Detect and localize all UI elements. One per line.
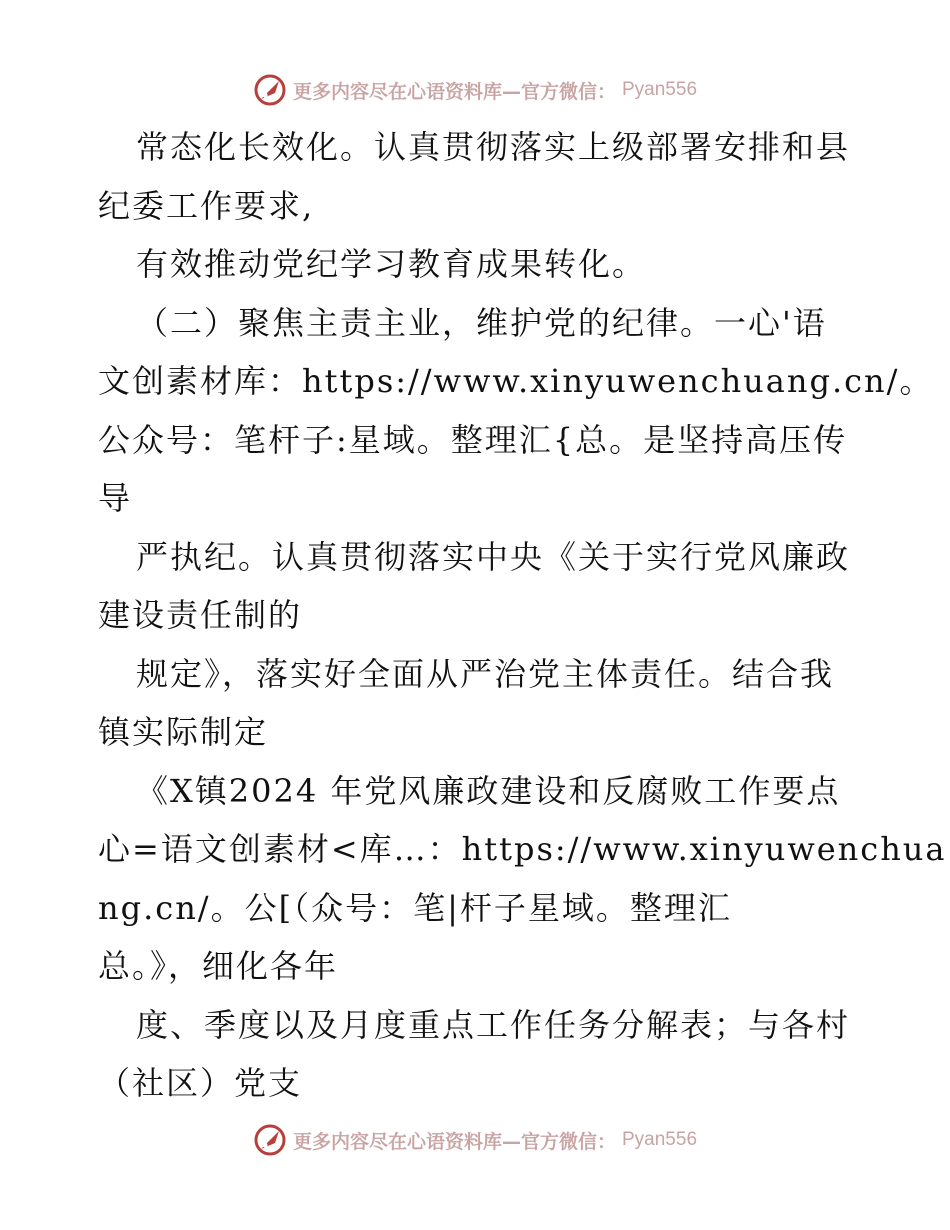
- footer-banner-wechat-id: Pyan556: [622, 1129, 698, 1150]
- text-line: 导: [98, 479, 133, 517]
- text-line: 规定》，落实好全面从严治党主体责任。结合我: [136, 654, 835, 693]
- text-line: 心=语文创素材<库…：https://www.xinyuwenchua: [98, 830, 947, 868]
- text-line: （二）聚焦主责主业，维护党的纪律。一心'语: [136, 303, 827, 342]
- text-line: 纪委工作要求,: [98, 186, 315, 225]
- text-line: 度、季度以及月度重点工作任务分解表；与各村: [136, 1005, 851, 1044]
- quill-logo-icon: [253, 1123, 287, 1157]
- text-line: 常态化长效化。认真贯彻落实上级部署安排和县: [136, 128, 851, 166]
- text-line: 公众号：笔杆子:星域。整理汇{总。是坚持高压传: [98, 420, 848, 459]
- header-watermark-banner: [0, 70, 950, 110]
- text-line: 镇实际制定: [98, 713, 269, 751]
- text-line: 建设责任制的: [98, 596, 303, 634]
- text-line: （社区）党支: [98, 1064, 303, 1102]
- footer-banner-text: 更多内容尽在心语资料库—官方微信：: [292, 1130, 616, 1153]
- text-line: 《X镇2024 年党风廉政建设和反腐败工作要点: [136, 771, 841, 810]
- header-banner-wechat-id: Pyan556: [622, 79, 698, 100]
- document-body: [98, 118, 947, 1113]
- text-line: 有效推动党纪学习教育成果转化。: [136, 245, 647, 283]
- text-line: 总。》，细化各年: [98, 947, 339, 985]
- header-banner-text: 更多内容尽在心语资料库—官方微信：: [292, 80, 616, 103]
- text-line: 严执纪。认真贯彻落实中央《关于实行党风廉政: [136, 537, 851, 576]
- quill-logo-icon: [253, 73, 287, 107]
- text-line: ng.cn/。公[（众号：笔|杆子星域。整理汇: [98, 888, 732, 927]
- footer-watermark-banner: [0, 1120, 950, 1160]
- text-line: 文创素材库：https://www.xinyuwenchuang.cn/。: [98, 362, 934, 400]
